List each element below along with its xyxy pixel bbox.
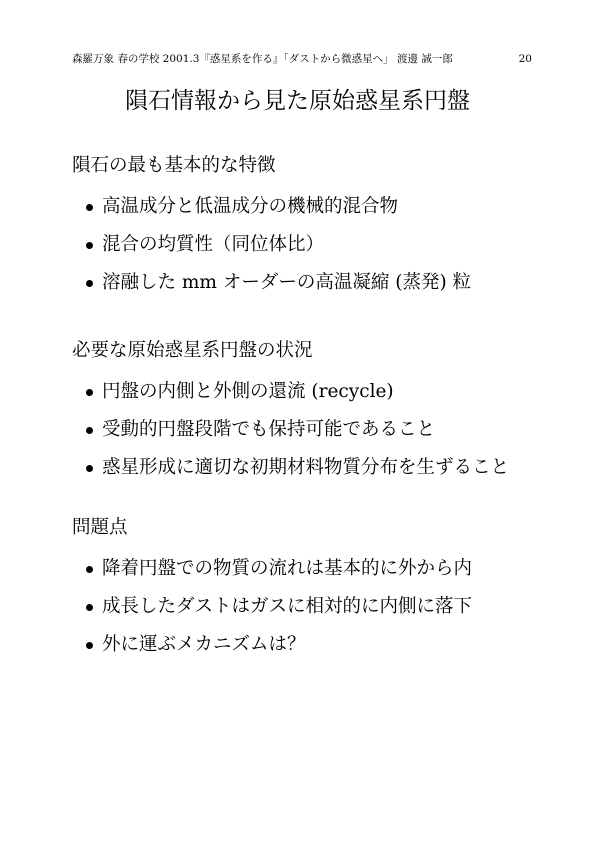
bullet-list xyxy=(72,379,552,481)
section-problems xyxy=(72,515,552,658)
section-heading: 隕石の最も基本的な特徴 xyxy=(72,155,276,176)
list-item xyxy=(72,194,552,220)
bullet-icon xyxy=(86,427,93,434)
bullet-icon xyxy=(86,566,93,573)
bullet-icon xyxy=(86,604,93,611)
list-item xyxy=(72,417,552,443)
section-disk-conditions xyxy=(72,338,552,481)
running-header-text: 森羅万象 春の学校 2001.3『惑星系を作る』「ダストから微惑星へ」 渡邊 誠一郎 xyxy=(72,53,453,65)
bullet-icon xyxy=(86,242,93,249)
list-item xyxy=(72,270,552,296)
list-item-text: 高温成分と低温成分の機械的混合物 xyxy=(102,196,399,217)
page-title: 隕石情報から見た原始惑星系円盤 xyxy=(125,88,470,114)
bullet-icon xyxy=(86,280,93,287)
list-item-text: 降着円盤での物質の流れは基本的に外から内 xyxy=(102,558,473,579)
section-heading: 問題点 xyxy=(72,517,128,538)
list-item-text: 成長したダストはガスに相対的に内側に落下 xyxy=(102,596,473,617)
list-item xyxy=(72,455,552,481)
list-item xyxy=(72,632,552,658)
section-meteorite-features xyxy=(72,153,552,296)
bullet-icon xyxy=(86,465,93,472)
list-item-text: 受動的円盤段階でも保持可能であること xyxy=(102,419,436,440)
list-item xyxy=(72,556,552,582)
list-item xyxy=(72,594,552,620)
page-number: 20 xyxy=(518,53,532,65)
bullet-list xyxy=(72,556,552,658)
list-item-text: 惑星形成に適切な初期材料物質分布を生ずること xyxy=(102,457,510,478)
bullet-icon xyxy=(86,642,93,649)
list-item xyxy=(72,232,552,258)
list-item-text: 溶融した mm オーダーの高温凝縮 (蒸発) 粒 xyxy=(102,272,472,293)
list-item-text: 混合の均質性（同位体比） xyxy=(102,234,325,255)
list-item xyxy=(72,379,552,405)
running-header xyxy=(72,50,532,68)
bullet-icon xyxy=(86,204,93,211)
section-heading: 必要な原始惑星系円盤の状況 xyxy=(72,340,313,361)
list-item-text: 外に運ぶメカニズムは？ xyxy=(102,634,306,655)
bullet-list xyxy=(72,194,552,296)
bullet-icon xyxy=(86,389,93,396)
list-item-text: 円盤の内側と外側の還流 (recycle) xyxy=(102,381,394,402)
